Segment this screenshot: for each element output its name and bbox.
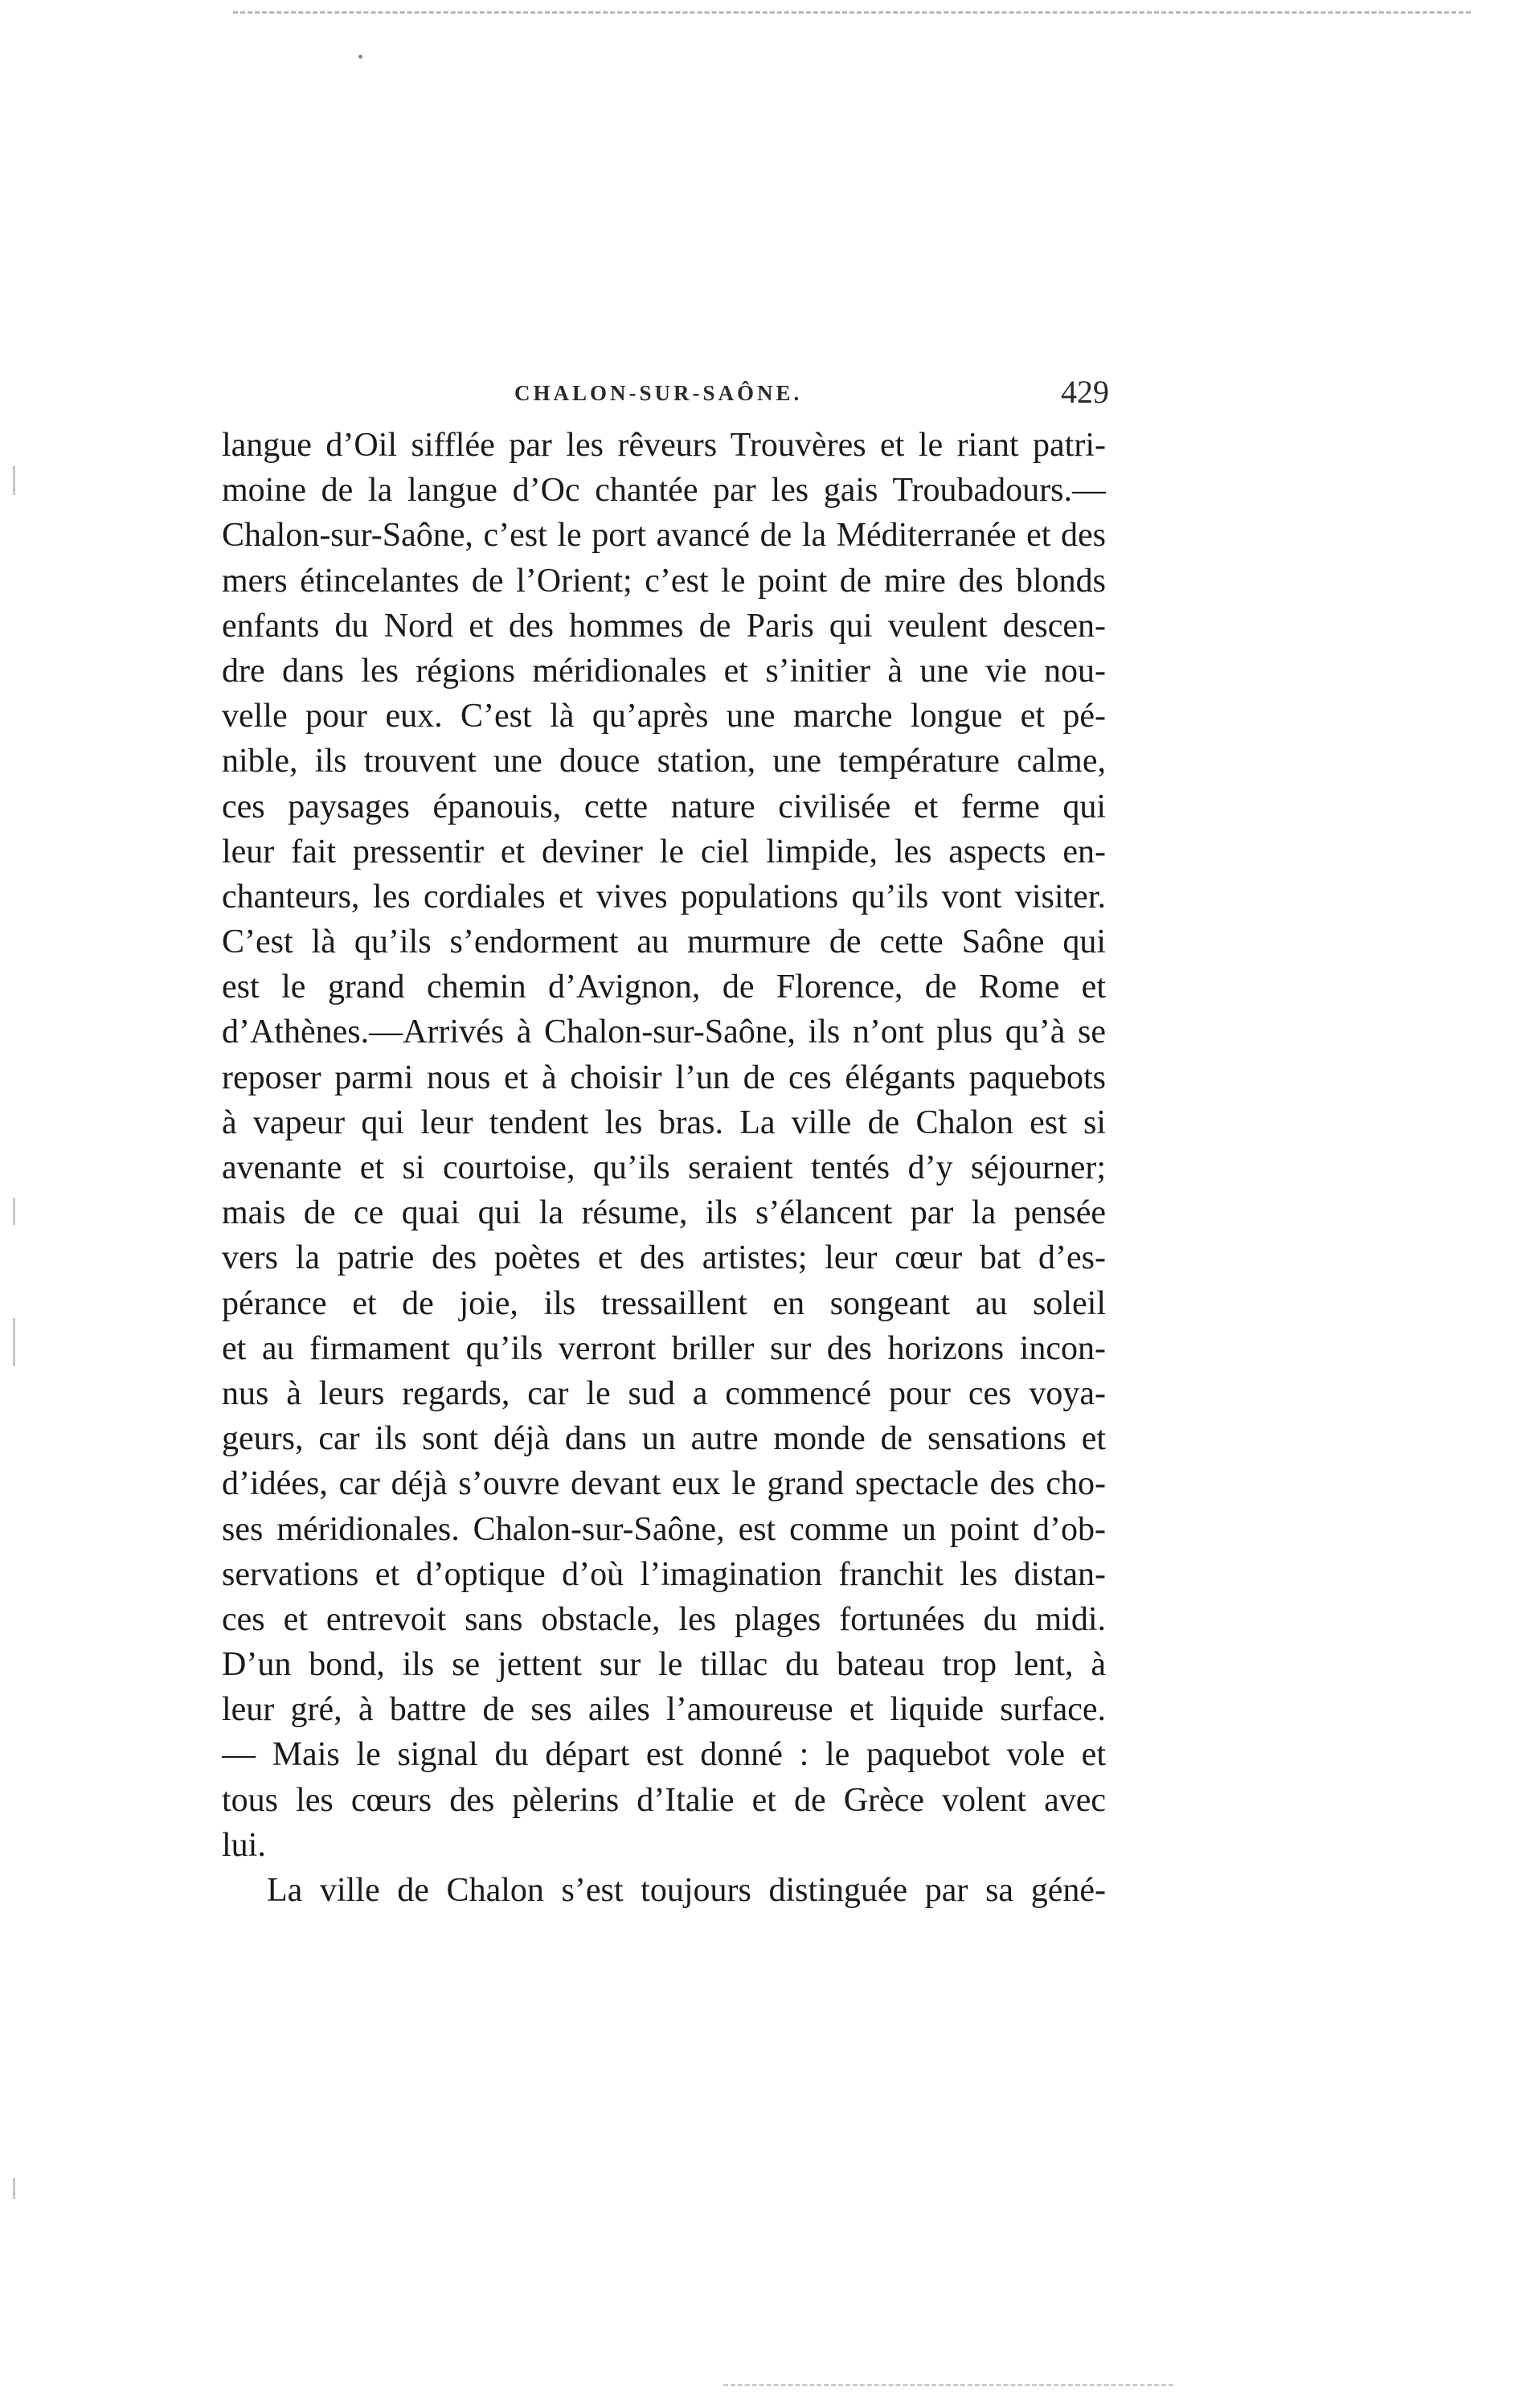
text-line: enfants du Nord et des hommes de Paris qui veulent descen- (222, 607, 1106, 645)
margin-mark-3 (13, 1318, 15, 1366)
text-line: chanteurs, les cordiales et vives populations qu’ils vont visiter. (222, 878, 1106, 915)
text-line: lui. (222, 1826, 266, 1864)
text-line: d’idées, car déjà s’ouvre devant eux le grand spectacle des cho- (222, 1465, 1106, 1503)
text-line: dre dans les régions méridionales et s’initier à une vie nou- (222, 652, 1106, 690)
running-head (209, 374, 1109, 420)
text-line: geurs, car ils sont déjà dans un autre monde de sensations et (222, 1420, 1106, 1458)
text-line: velle pour eux. C’est là qu’après une marche longue et pé- (222, 698, 1106, 735)
text-line: servations et d’optique d’où l’imagination franchit les distan- (222, 1555, 1106, 1593)
text-line: tous les cœurs des pèlerins d’Italie et de Grèce volent avec (222, 1781, 1106, 1819)
text-line: C’est là qu’ils s’endorment au murmure de cette Saône qui (222, 923, 1106, 961)
text-line: vers la patrie des poètes et des artistes; leur cœur bat d’es- (222, 1239, 1106, 1277)
page-number: 429 (1061, 374, 1109, 410)
text-line: à vapeur qui leur tendent les bras. La ville de Chalon est si (222, 1104, 1106, 1141)
text-line: leur gré, à battre de ses ailes l’amoureuse et liquide surface. (222, 1691, 1106, 1729)
text-line: d’Athènes.—Arrivés à Chalon-sur-Saône, ils n’ont plus qu’à se (222, 1014, 1106, 1051)
text-line: moine de la langue d’Oc chantée par les gais Troubadours.— (222, 472, 1106, 510)
text-line: D’un bond, ils se jettent sur le tillac du bateau trop lent, à (222, 1646, 1106, 1684)
scan-edge-top (233, 11, 1471, 14)
text-line: nible, ils trouvent une douce station, une température calme, (222, 743, 1106, 780)
text-line: ses méridionales. Chalon-sur-Saône, est comme un point d’ob- (222, 1510, 1106, 1548)
text-line: est le grand chemin d’Avignon, de Florence, de Rome et (222, 969, 1106, 1006)
paragraph-start-line: La ville de Chalon s’est toujours distinguée par sa géné- (267, 1872, 1106, 1909)
running-title: CHALON-SUR-SAÔNE. (514, 381, 803, 405)
text-line: mais de ce quai qui la résume, ils s’élancent par la pensée (222, 1194, 1106, 1232)
body-text (222, 423, 1106, 2030)
text-line: leur fait pressentir et deviner le ciel limpide, les aspects en- (222, 833, 1106, 870)
margin-mark-4 (13, 2178, 15, 2199)
text-line: nus à leurs regards, car le sud a commencé pour ces voya- (222, 1374, 1106, 1412)
text-line: pérance et de joie, ils tressaillent en songeant au soleil (222, 1284, 1106, 1322)
scan-edge-bottom (723, 2384, 1173, 2386)
text-line: et au firmament qu’ils verront briller sur des horizons incon- (222, 1329, 1106, 1367)
text-line: mers étincelantes de l’Orient; c’est le point de mire des blonds (222, 562, 1106, 600)
margin-mark-2 (13, 1198, 15, 1225)
text-line: — Mais le signal du départ est donné : le paquebot vole et (222, 1736, 1106, 1774)
margin-mark-1 (13, 466, 15, 495)
text-line: ces paysages épanouis, cette nature civilisée et ferme qui (222, 788, 1106, 825)
text-line: reposer parmi nous et à choisir l’un de ces élégants paquebots (222, 1059, 1106, 1096)
text-line: ces et entrevoit sans obstacle, les plages fortunées du midi. (222, 1600, 1106, 1638)
text-line: avenante et si courtoise, qu’ils seraient tentés d’y séjourner; (222, 1149, 1106, 1186)
scan-speck (358, 55, 362, 59)
text-line: langue d’Oil sifflée par les rêveurs Trouvères et le riant patri- (222, 427, 1106, 464)
text-line: Chalon-sur-Saône, c’est le port avancé de la Méditerranée et des (222, 517, 1106, 555)
